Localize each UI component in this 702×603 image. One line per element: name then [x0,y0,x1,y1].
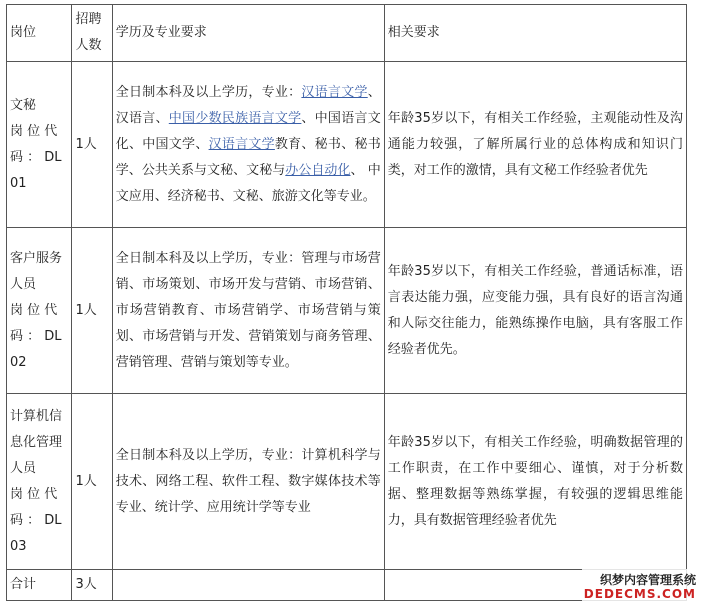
major-link[interactable]: 汉语言文学 [301,84,368,100]
table-row [7,394,687,570]
edu-text: 全日制本科及以上学历，专业： [115,84,302,100]
edu-text: 全日制本科及以上学历，专业：计算机科学与技术、网络工程、软件工程、数字媒体技术等专业、统计学、应用统计学等专业 [115,447,381,515]
header-post: 岗位 [7,5,72,62]
education-cell [112,228,384,394]
education-cell [112,394,384,570]
requirements-cell: 年龄35岁以下，有相关工作经验，主观能动性及沟通能力较强，了解所属行业的总体构成和知识门类，对工作的激情，具有文秘工作经验者优先 [384,62,686,228]
post-cell: 文秘 岗 位 代 码 ： DL01 [7,62,72,228]
edu-text: 全日制本科及以上学历，专业：管理与市场营销、市场策划、市场开发与营销、市场营销、市场营销教育、市场营销学、市场营销与策划、市场营销与开发、营销策划与商务管理、营销管理、营销与策划等专业。 [115,250,381,370]
post-cell: 计算机信息化管理人员 岗 位 代 码 ： DL03 [7,394,72,570]
total-education [112,570,384,601]
watermark-text: 织梦内容管理系统 [599,573,696,587]
requirements-cell: 年龄35岁以下，有相关工作经验，明确数据管理的工作职责，在工作中要细心、谨慎，对于分析数据、整理数据等熟练掌握，有较强的逻辑思维能力，具有数据管理经验者优先 [384,394,686,570]
count-cell: 1人 [72,62,112,228]
edu-text: 教育、秘书、秘书学、公共关系与文秘、文秘与 [115,136,381,178]
count-cell: 1人 [72,228,112,394]
total-count: 3人 [72,570,112,601]
requirements-cell: 年龄35岁以下，有相关工作经验，普通话标准，语言表达能力强，应变能力强，具有良好的语言沟通和人际交往能力，能熟练操作电脑，具有客服工作经验者优先。 [384,228,686,394]
major-link[interactable]: 中国少数民族语言文学 [168,110,302,126]
header-education: 学历及专业要求 [112,5,384,62]
watermark-url: DEDECMS.COM [583,587,696,601]
total-label: 合计 [7,570,72,601]
edu-text: 、汉语言、 [115,84,381,126]
post-cell: 客户服务人员 岗 位 代 码 ： DL02 [7,228,72,394]
edu-text: 、中国语言文化、中国文学、 [115,110,381,152]
edu-text: 、 中文应用、经济秘书、文秘、旅游文化等专业。 [115,162,381,204]
major-link[interactable]: 办公自动化 [285,162,351,178]
recruitment-table [6,4,687,601]
header-requirements: 相关要求 [384,5,686,62]
watermark [584,573,696,601]
education-cell [112,62,384,228]
table-row [7,228,687,394]
major-link[interactable]: 汉语言文学 [208,136,275,152]
header-count: 招聘人数 [72,5,112,62]
table-header-row [7,5,687,62]
count-cell: 1人 [72,394,112,570]
table-row [7,62,687,228]
